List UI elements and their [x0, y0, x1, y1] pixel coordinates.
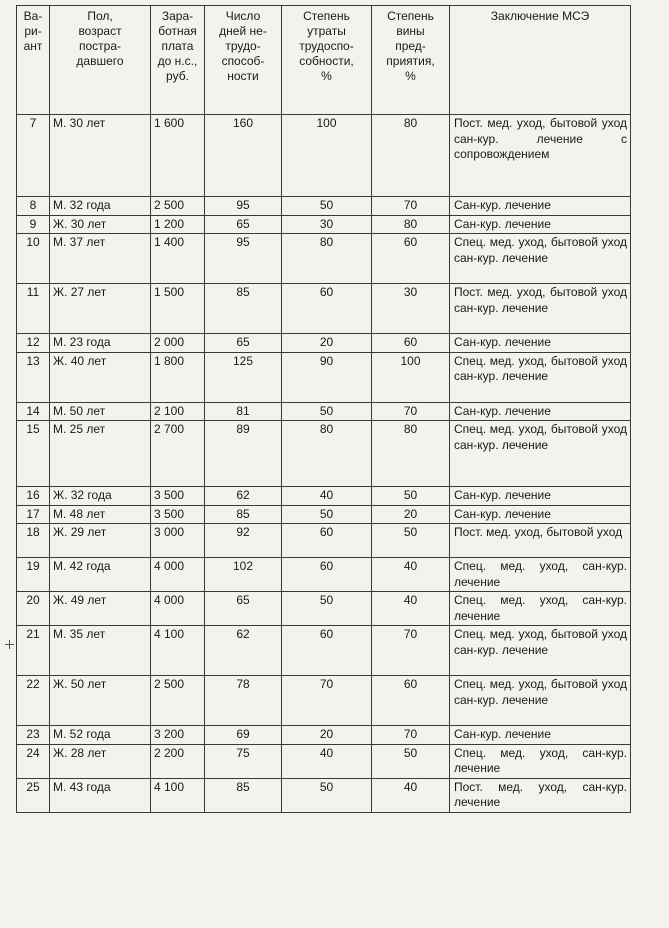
table-row	[17, 626, 631, 676]
header-salary: Зара- ботная плата до н.с., руб.	[151, 6, 205, 115]
cell-conclusion: Спец. мед. уход, бытовой уход сан-кур. лечение	[450, 421, 631, 487]
variants-table	[16, 5, 631, 813]
cell-sex-age: М. 32 года	[50, 197, 151, 216]
table-row	[17, 234, 631, 284]
cell-conclusion: Спец. мед. уход, сан-кур. лечение	[450, 592, 631, 626]
cell-guilt: 70	[372, 402, 450, 421]
table-row	[17, 676, 631, 726]
cell-variant: 16	[17, 487, 50, 506]
cell-sex-age: М. 35 лет	[50, 626, 151, 676]
table-row	[17, 592, 631, 626]
crop-mark	[5, 640, 14, 649]
cell-loss: 50	[282, 197, 372, 216]
cell-days: 65	[205, 334, 282, 353]
cell-variant: 7	[17, 115, 50, 197]
cell-guilt: 50	[372, 524, 450, 558]
cell-days: 160	[205, 115, 282, 197]
cell-conclusion: Сан-кур. лечение	[450, 726, 631, 745]
cell-conclusion: Спец. мед. уход, сан-кур. лечение	[450, 744, 631, 778]
cell-sex-age: Ж. 40 лет	[50, 352, 151, 402]
header-variant: Ва- ри- ант	[17, 6, 50, 115]
table-row	[17, 726, 631, 745]
cell-days: 78	[205, 676, 282, 726]
cell-guilt: 100	[372, 352, 450, 402]
header-days: Число дней не- трудо- способ- ности	[205, 6, 282, 115]
cell-variant: 9	[17, 215, 50, 234]
cell-variant: 20	[17, 592, 50, 626]
cell-salary: 3 200	[151, 726, 205, 745]
cell-salary: 3 000	[151, 524, 205, 558]
cell-loss: 50	[282, 505, 372, 524]
cell-days: 102	[205, 558, 282, 592]
cell-salary: 2 200	[151, 744, 205, 778]
cell-days: 92	[205, 524, 282, 558]
cell-sex-age: М. 37 лет	[50, 234, 151, 284]
cell-sex-age: М. 48 лет	[50, 505, 151, 524]
cell-loss: 60	[282, 626, 372, 676]
cell-conclusion: Спец. мед. уход, бытовой уход сан-кур. лечение	[450, 234, 631, 284]
cell-sex-age: Ж. 30 лет	[50, 215, 151, 234]
cell-conclusion: Сан-кур. лечение	[450, 215, 631, 234]
table-row	[17, 744, 631, 778]
cell-conclusion: Спец. мед. уход, бытовой уход сан-кур. лечение	[450, 352, 631, 402]
cell-variant: 21	[17, 626, 50, 676]
cell-salary: 4 100	[151, 626, 205, 676]
cell-sex-age: Ж. 28 лет	[50, 744, 151, 778]
cell-variant: 24	[17, 744, 50, 778]
cell-conclusion: Пост. мед. уход, бытовой уход	[450, 524, 631, 558]
cell-guilt: 80	[372, 421, 450, 487]
cell-loss: 60	[282, 524, 372, 558]
cell-variant: 10	[17, 234, 50, 284]
cell-variant: 22	[17, 676, 50, 726]
cell-guilt: 80	[372, 215, 450, 234]
cell-guilt: 60	[372, 334, 450, 353]
table-row	[17, 778, 631, 812]
cell-conclusion: Пост. мед. уход, бытовой уход сан-кур. лечение с сопровождением	[450, 115, 631, 197]
cell-guilt: 40	[372, 558, 450, 592]
header-loss: Степень утраты трудоспо- собности, %	[282, 6, 372, 115]
cell-days: 125	[205, 352, 282, 402]
cell-sex-age: М. 25 лет	[50, 421, 151, 487]
cell-loss: 30	[282, 215, 372, 234]
cell-variant: 18	[17, 524, 50, 558]
cell-sex-age: Ж. 29 лет	[50, 524, 151, 558]
cell-loss: 60	[282, 284, 372, 334]
cell-loss: 100	[282, 115, 372, 197]
cell-days: 81	[205, 402, 282, 421]
cell-variant: 17	[17, 505, 50, 524]
header-row	[17, 6, 631, 115]
cell-salary: 4 000	[151, 558, 205, 592]
cell-days: 89	[205, 421, 282, 487]
cell-loss: 70	[282, 676, 372, 726]
table-row	[17, 524, 631, 558]
cell-guilt: 70	[372, 726, 450, 745]
cell-days: 85	[205, 778, 282, 812]
cell-variant: 8	[17, 197, 50, 216]
cell-sex-age: Ж. 50 лет	[50, 676, 151, 726]
cell-salary: 1 400	[151, 234, 205, 284]
cell-variant: 13	[17, 352, 50, 402]
cell-days: 65	[205, 592, 282, 626]
cell-variant: 12	[17, 334, 50, 353]
cell-salary: 2 500	[151, 197, 205, 216]
cell-loss: 50	[282, 778, 372, 812]
cell-loss: 90	[282, 352, 372, 402]
cell-guilt: 70	[372, 197, 450, 216]
cell-days: 62	[205, 487, 282, 506]
cell-salary: 3 500	[151, 487, 205, 506]
table-row	[17, 284, 631, 334]
cell-loss: 80	[282, 421, 372, 487]
table-row	[17, 334, 631, 353]
cell-days: 69	[205, 726, 282, 745]
cell-salary: 4 100	[151, 778, 205, 812]
cell-days: 85	[205, 505, 282, 524]
cell-variant: 11	[17, 284, 50, 334]
cell-variant: 14	[17, 402, 50, 421]
cell-conclusion: Сан-кур. лечение	[450, 487, 631, 506]
table-row	[17, 115, 631, 197]
cell-days: 75	[205, 744, 282, 778]
cell-days: 95	[205, 197, 282, 216]
header-guilt: Степень вины пред- приятия, %	[372, 6, 450, 115]
cell-sex-age: Ж. 32 года	[50, 487, 151, 506]
cell-conclusion: Спец. мед. уход, бытовой уход сан-кур. лечение	[450, 626, 631, 676]
cell-guilt: 50	[372, 487, 450, 506]
cell-loss: 20	[282, 334, 372, 353]
cell-loss: 40	[282, 487, 372, 506]
cell-sex-age: М. 23 года	[50, 334, 151, 353]
table-row	[17, 352, 631, 402]
cell-days: 62	[205, 626, 282, 676]
cell-loss: 50	[282, 402, 372, 421]
cell-guilt: 80	[372, 115, 450, 197]
cell-variant: 23	[17, 726, 50, 745]
header-sex-age: Пол, возраст постра- давшего	[50, 6, 151, 115]
cell-conclusion: Пост. мед. уход, бытовой уход сан-кур. лечение	[450, 284, 631, 334]
header-conclusion: Заключение МСЭ	[450, 6, 631, 115]
cell-sex-age: М. 30 лет	[50, 115, 151, 197]
cell-conclusion: Спец. мед. уход, бытовой уход сан-кур. лечение	[450, 676, 631, 726]
cell-conclusion: Спец. мед. уход, сан-кур. лечение	[450, 558, 631, 592]
cell-salary: 1 200	[151, 215, 205, 234]
cell-variant: 15	[17, 421, 50, 487]
table-row	[17, 421, 631, 487]
cell-variant: 25	[17, 778, 50, 812]
cell-salary: 1 500	[151, 284, 205, 334]
cell-salary: 2 000	[151, 334, 205, 353]
cell-guilt: 40	[372, 778, 450, 812]
cell-salary: 4 000	[151, 592, 205, 626]
cell-loss: 60	[282, 558, 372, 592]
cell-conclusion: Сан-кур. лечение	[450, 402, 631, 421]
cell-days: 85	[205, 284, 282, 334]
table-row	[17, 505, 631, 524]
cell-salary: 1 600	[151, 115, 205, 197]
table-row	[17, 402, 631, 421]
cell-sex-age: Ж. 49 лет	[50, 592, 151, 626]
cell-guilt: 60	[372, 676, 450, 726]
cell-sex-age: М. 52 года	[50, 726, 151, 745]
cell-loss: 20	[282, 726, 372, 745]
cell-sex-age: Ж. 27 лет	[50, 284, 151, 334]
cell-guilt: 60	[372, 234, 450, 284]
cell-conclusion: Сан-кур. лечение	[450, 334, 631, 353]
cell-salary: 2 700	[151, 421, 205, 487]
cell-loss: 80	[282, 234, 372, 284]
table-row	[17, 197, 631, 216]
cell-sex-age: М. 43 года	[50, 778, 151, 812]
cell-guilt: 20	[372, 505, 450, 524]
cell-guilt: 40	[372, 592, 450, 626]
cell-guilt: 50	[372, 744, 450, 778]
table-row	[17, 215, 631, 234]
cell-loss: 40	[282, 744, 372, 778]
cell-conclusion: Сан-кур. лечение	[450, 197, 631, 216]
cell-salary: 2 500	[151, 676, 205, 726]
cell-conclusion: Пост. мед. уход, сан-кур. лечение	[450, 778, 631, 812]
table-row	[17, 558, 631, 592]
cell-days: 65	[205, 215, 282, 234]
cell-loss: 50	[282, 592, 372, 626]
cell-conclusion: Сан-кур. лечение	[450, 505, 631, 524]
table-row	[17, 487, 631, 506]
cell-sex-age: М. 50 лет	[50, 402, 151, 421]
cell-guilt: 30	[372, 284, 450, 334]
cell-sex-age: М. 42 года	[50, 558, 151, 592]
cell-salary: 2 100	[151, 402, 205, 421]
cell-guilt: 70	[372, 626, 450, 676]
cell-days: 95	[205, 234, 282, 284]
cell-variant: 19	[17, 558, 50, 592]
cell-salary: 3 500	[151, 505, 205, 524]
cell-salary: 1 800	[151, 352, 205, 402]
